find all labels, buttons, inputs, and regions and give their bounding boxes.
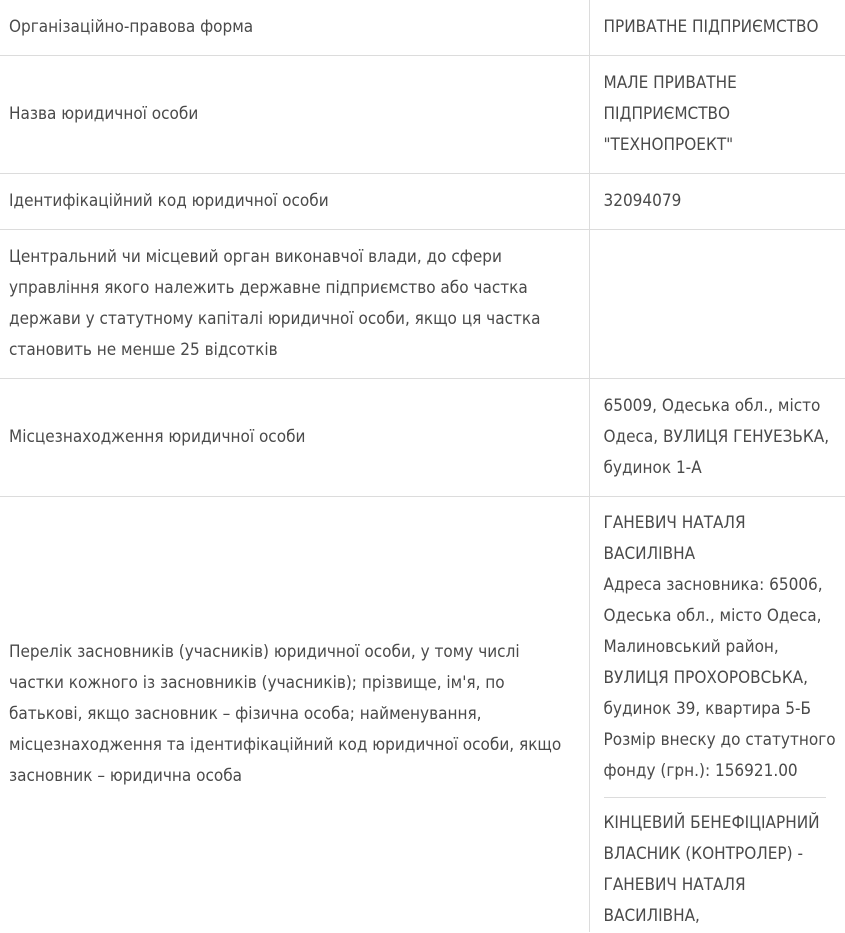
row-label: Перелік засновників (учасників) юридичної особи, у тому числі частки кожного із засновників (учасників); прізвище, ім'я, по батькові, якщо засновник – фізична особа; найменування, місцезнаходження та ідентифікаційний код юридичної особи, якщо засновник – юридична особа — [9, 641, 562, 786]
table-row — [0, 0, 845, 55]
row-label: Організаційно-правова форма — [9, 16, 254, 37]
table-row — [0, 229, 845, 378]
table-row — [0, 378, 845, 496]
row-label: Ідентифікаційний код юридичної особи — [9, 190, 329, 211]
beneficiary-text: КІНЦЕВИЙ БЕНЕФІЦІАРНИЙ ВЛАСНИК (КОНТРОЛЕР) - ГАНЕВИЧ НАТАЛЯ ВАСИЛІВНА, — [603, 812, 820, 926]
row-value: ПРИВАТНЕ ПІДПРИЄМСТВО — [589, 0, 845, 55]
row-value: МАЛЕ ПРИВАТНЕ ПІДПРИЄМСТВО "ТЕХНОПРОЕКТ" — [589, 55, 845, 173]
table-row — [0, 173, 845, 229]
row-label: Назва юридичної особи — [9, 103, 199, 124]
row-label: Центральний чи місцевий орган виконавчої влади, до сфери управління якого належить державне підприємство або частка держави у статутному капіталі юридичної особи, якщо ця частка становить не менше 25 відсотків — [9, 246, 541, 360]
founder-entry — [604, 508, 840, 797]
beneficiary-entry — [604, 798, 840, 932]
founders-value — [589, 496, 845, 932]
row-value — [589, 229, 845, 378]
table-row — [0, 496, 845, 932]
founder-address: Адреса засновника: 65006, Одеська обл., місто Одеса, Малиновський район, ВУЛИЦЯ ПРОХОРОВСЬКА, будинок 39, квартира 5-Б — [603, 574, 823, 719]
founder-name: ГАНЕВИЧ НАТАЛЯ ВАСИЛІВНА — [603, 512, 746, 564]
row-label: Місцезнаходження юридичної особи — [9, 426, 306, 447]
row-value: 65009, Одеська обл., місто Одеса, ВУЛИЦЯ ГЕНУЕЗЬКА, будинок 1-А — [589, 378, 845, 496]
table-row — [0, 55, 845, 173]
founder-contribution: Розмір внеску до статутного фонду (грн.): 156921.00 — [603, 729, 836, 781]
row-value: 32094079 — [589, 173, 845, 229]
